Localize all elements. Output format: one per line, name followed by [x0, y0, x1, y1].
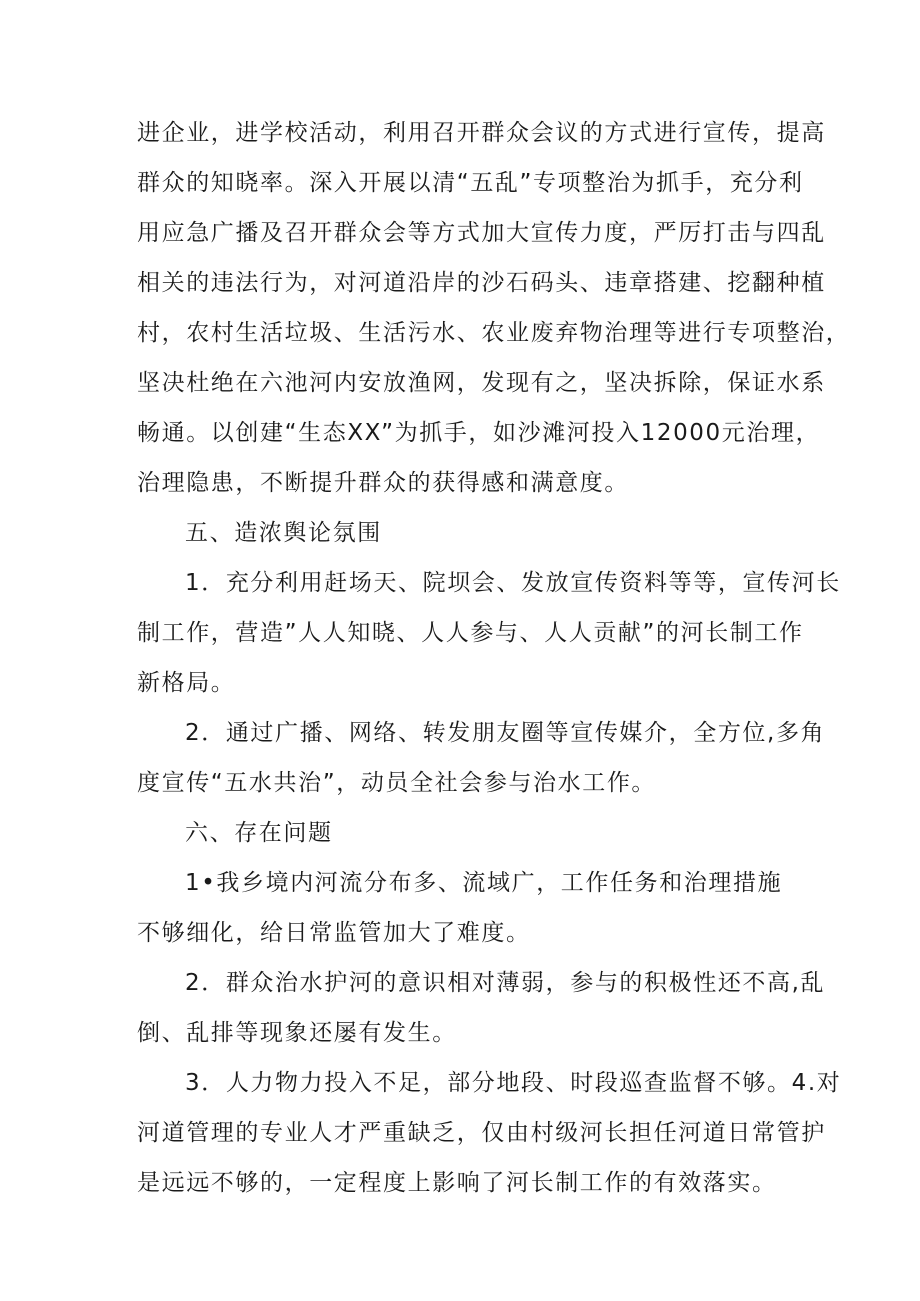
body-text-line: 坚决杜绝在六池河内安放渔网，发现有之，坚决拆除，保证水系: [137, 370, 826, 396]
section-heading-6: 六、存在问题: [185, 820, 333, 846]
body-text-line: 相关的违法行为，对河道沿岸的沙石码头、违章搭建、挖翻种植: [137, 270, 826, 296]
list-item-line: 2．通过广播、网络、转发朋友圈等宣传媒介，全方位,多角: [185, 720, 826, 746]
list-item-line: 制工作，营造”人人知晓、人人参与、人人贡献”的河长制工作: [137, 620, 804, 646]
list-item-line: 倒、乱排等现象还屡有发生。: [137, 1020, 457, 1046]
body-text-line: 进企业，进学校活动，利用召开群众会议的方式进行宣传，提高: [137, 120, 826, 146]
list-item-line: 1．充分利用赶场天、院坝会、发放宣传资料等等，宣传河长: [185, 570, 841, 596]
body-text-line: 群众的知晓率。深入开展以清“五乱”专项整治为抓手，充分利: [137, 170, 804, 196]
body-text-line: 治理隐患，不断提升群众的获得感和满意度。: [137, 470, 629, 496]
list-item-line: 1•我乡境内河流分布多、流域广，工作任务和治理措施: [185, 870, 783, 896]
body-text-line: 用应急广播及召开群众会等方式加大宣传力度，严厉打击与四乱: [137, 220, 826, 246]
body-text-line: 村，农村生活垃圾、生活污水、农业废弃物治理等进行专项整治，: [137, 320, 851, 346]
section-heading-5: 五、造浓舆论氛围: [185, 520, 382, 546]
list-item-line: 河道管理的专业人才严重缺乏，仅由村级河长担任河道日常管护: [137, 1120, 826, 1146]
list-item-line: 不够细化，给日常监管加大了难度。: [137, 920, 531, 946]
list-item-line: 2．群众治水护河的意识相对薄弱，参与的积极性还不高,乱: [185, 970, 826, 996]
body-text-line: 畅通。以创建“生态XX”为抓手，如沙滩河投入12000元治理，: [137, 420, 821, 446]
list-item-line: 是远远不够的，一定程度上影响了河长制工作的有效落实。: [137, 1170, 777, 1196]
list-item-line: 3．人力物力投入不足，部分地段、时段巡查监督不够。4.对: [185, 1070, 842, 1096]
list-item-line: 度宣传“五水共治”，动员全社会参与治水工作。: [137, 770, 657, 796]
list-item-line: 新格局。: [137, 670, 236, 696]
